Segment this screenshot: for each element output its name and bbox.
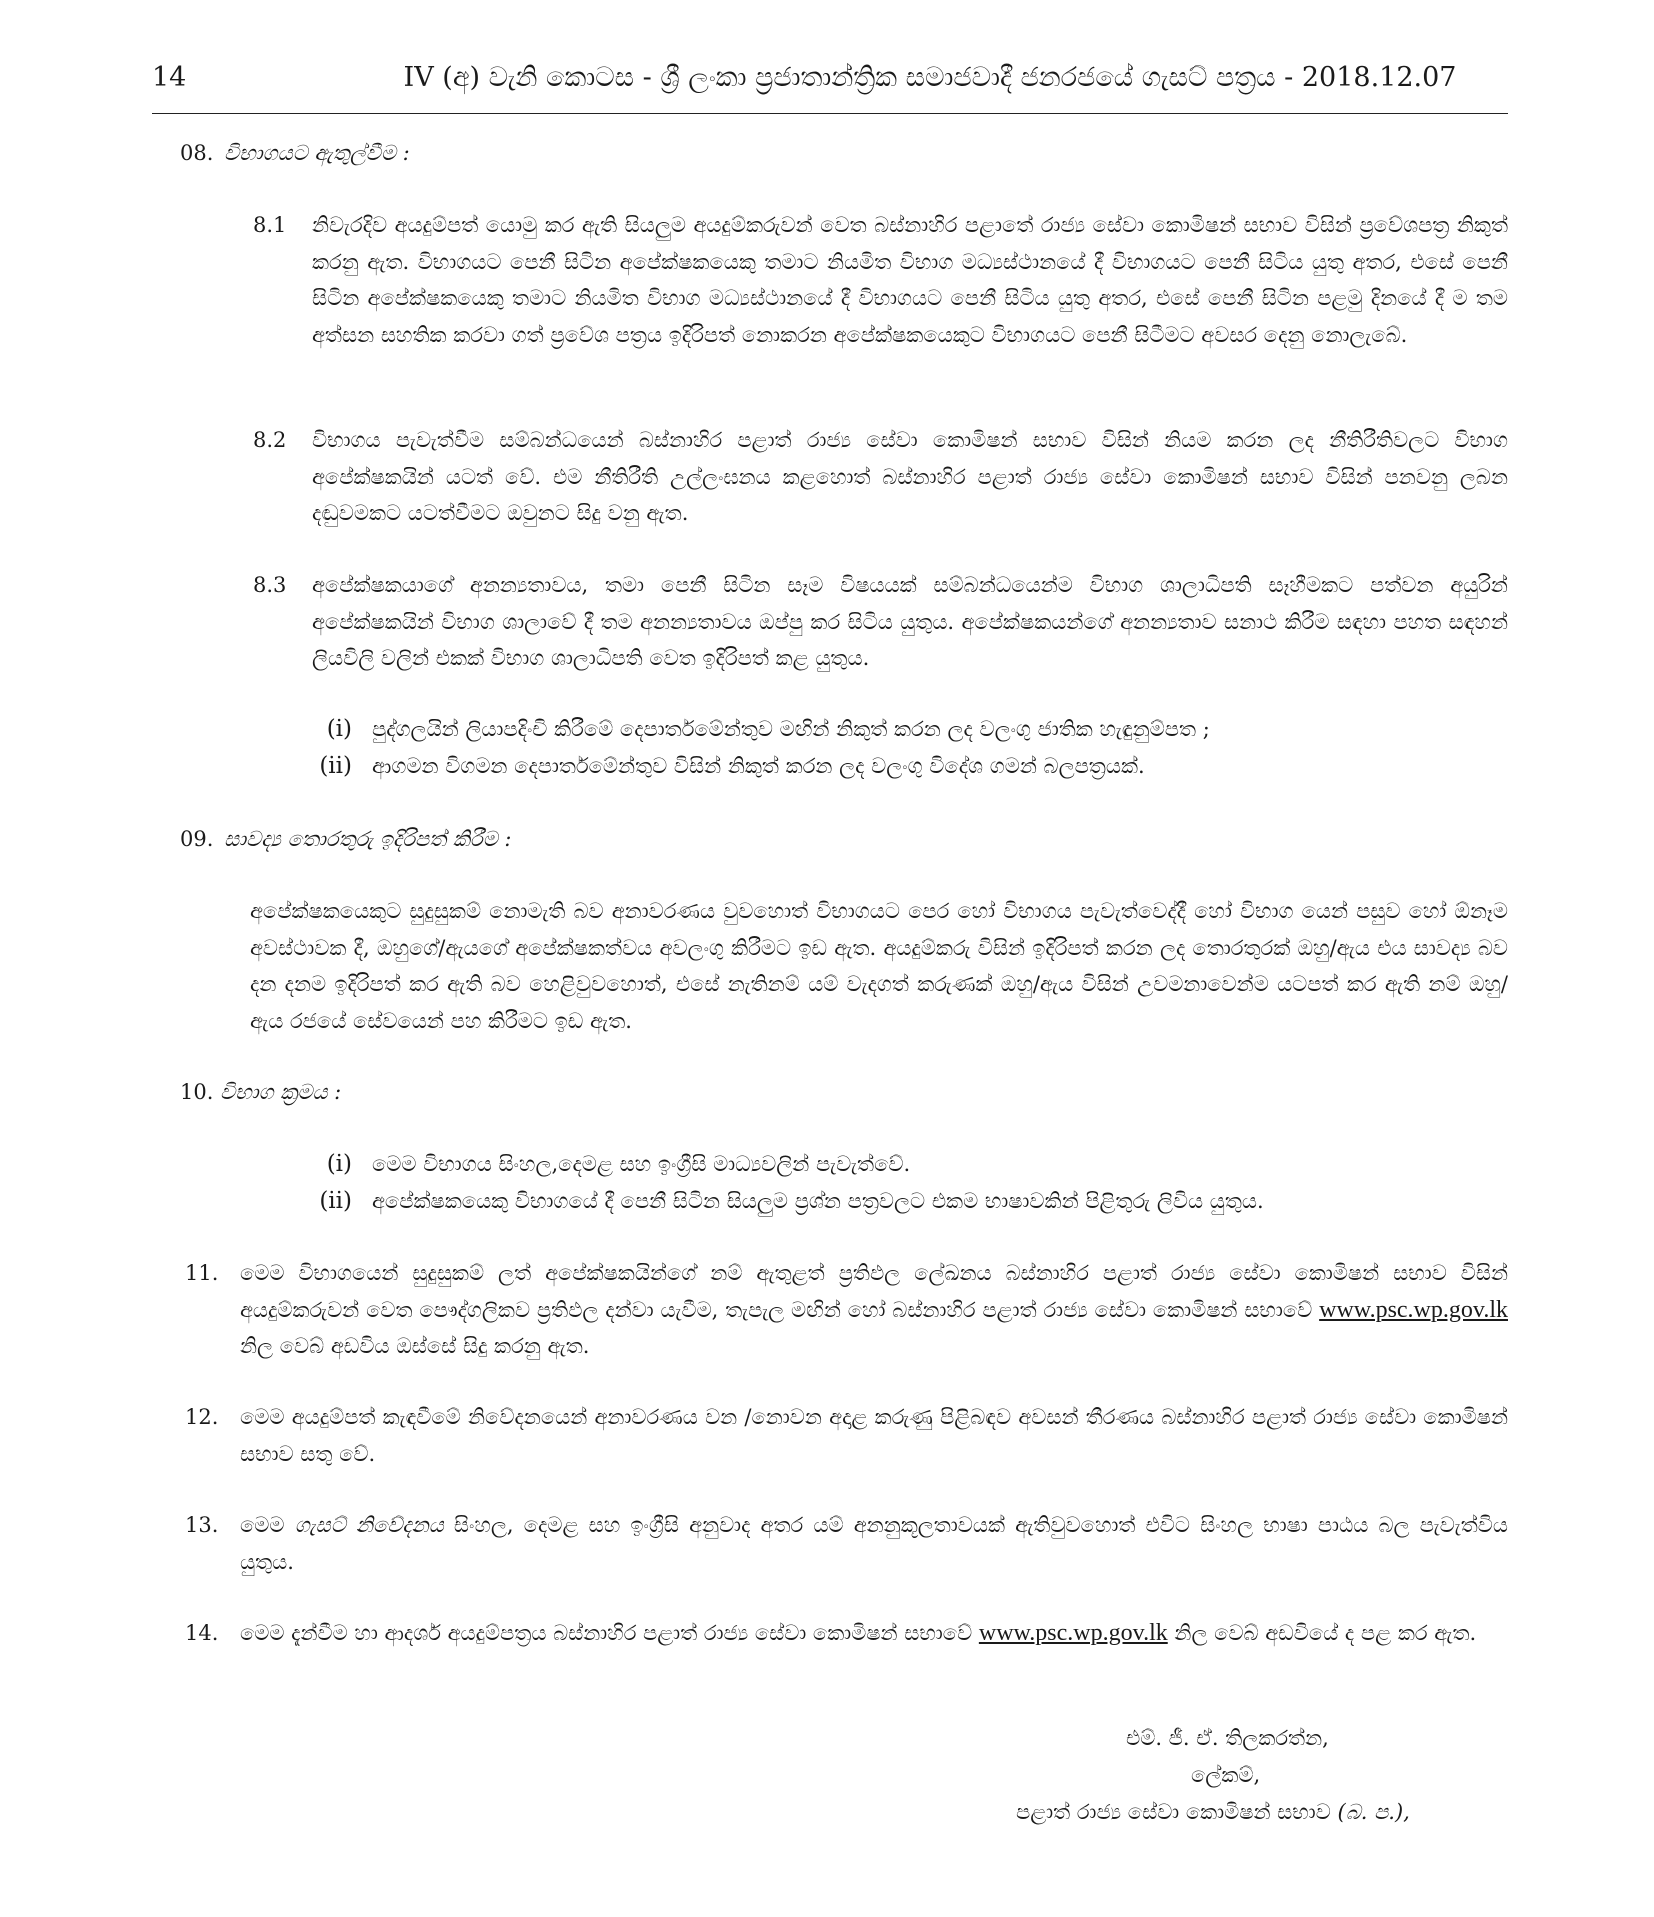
sublist-item: අපේක්ෂකයෙකු විභාගයේ දී පෙනී සිටින සියලුම ප්‍රශ්න පත්‍රවලට එකම භාෂාවකින් පිළිතුරු ලිවිය යුතුය. [372, 1189, 1264, 1213]
section-text-09: අපේක්ෂකයෙකුට සුදුසුකම් නොමැති බව අනාවරණය වුවහොත් විභාගයට පෙර හෝ විභාගය පැවැත්වෙද්දී හෝ විභාග යෙන් පසුව හෝ ඕනෑම අවස්ථාවක දී, ඔහුගේ/ඇයගේ අපේක්ෂකත්වය අවලංගු කිරීමට ඉඩ ඇත. අයදුම්කරු විසින් ඉදිරිපත් කරන ලද තොරතුරක් ඔහු/ඇය එය සාවද්‍ය බව දන දනම ඉදිරිපත් කර ඇති බව හෙළිවුවහොත්, එසේ නැතිනම් යම් වැදගත් කරුණක් ඔහු/ඇය විසින් උවමනාවෙන්ම යටපත් කර ඇති නම් ඔහු/ඇය රජයේ සේවයෙන් පහ කිරීමට ඉඩ ඇත. [250, 899, 1508, 1033]
sublist-item: මෙම විභාගය සිංහල,දෙමළ සහ ඉංග්‍රීසි මාධ්‍යවලින් පැවැත්වේ. [372, 1152, 911, 1176]
section-text-13 [240, 1507, 1508, 1580]
header-title: IV (අ) වැනි කොටස - ශ්‍රී ලංකා ප්‍රජාතාන්ත්‍රික සමාජවාදී ජනරජයේ ගැසට් පත්‍රය - 2018.12.07 [403, 62, 1457, 93]
sublist-numeral: (ii) [319, 1188, 352, 1214]
item-text-8-3: අපේක්ෂකයාගේ අනන්‍යතාවය, තමා පෙනී සිටින සෑම විෂයයක් සම්බන්ධයෙන්ම විභාග ශාලාධිපති සෑහීමකට පත්වන අයුරින් අපේක්ෂකයින් විභාග ශාලාවේ දී තම අනන්‍යතාවය ඔප්පු කර සිටිය යුතුය. අපේක්ෂකයන්ගේ අනන්‍යතාව සනාථ කිරීම සඳහා පහත සඳහන් ලියවිලි වලින් එකක් විභාග ශාලාධිපති වෙත ඉදිරිපත් කළ යුතුය. [312, 573, 1508, 670]
section-text-12: මෙම අයදුම්පත් කැඳවීමේ නිවේදනයෙන් අනාවරණය වන /නොවන අදාළ කරුණු පිළිබඳව අවසන් තීරණය බස්නාහිර පළාත් රාජ්‍ය සේවා කොමිෂන් සභාව සතු වේ. [240, 1405, 1508, 1466]
sublist-numeral: (i) [326, 1151, 352, 1177]
section-text-11 [240, 1255, 1508, 1365]
section-text-11-body: මෙම විභාගයෙන් සුදුසුකම් ලත් අපේක්ෂකයින්ගේ නම් ඇතුළත් ප්‍රතිඵල ලේඛනය බස්නාහිර පළාත් රාජ්‍ය සේවා කොමිෂන් සභාව විසින් අයදුම්කරුවන් වෙත පෞද්ගලිකව ප්‍රතිඵල දන්වා යැවීම, තැපැල මඟින් හෝ බස්නාහිර පළාත් රාජ්‍ය සේවා කොමිෂන් සභාවේ [240, 1261, 1508, 1322]
sublist-numeral: (ii) [319, 753, 352, 779]
signatory-title: ලේකම්, [1191, 1763, 1261, 1787]
section-text-13-lead: මෙම [240, 1513, 295, 1537]
section-text-14-tail: නිල වෙබ් අඩවියේ ද පළ කර ඇත. [1167, 1621, 1477, 1645]
section-text-11-tail: නිල වෙබ් අඩවිය ඔස්සේ සිදු කරනු ඇත. [240, 1334, 590, 1358]
section-heading-08: විභාගයට ඇතුල්වීම : [224, 141, 410, 165]
section-number-13: 13. [185, 1513, 219, 1537]
psc-website-link[interactable]: www.psc.wp.gov.lk [1319, 1296, 1508, 1323]
section-heading-10: විභාග ක්‍රමය : [220, 1080, 342, 1104]
item-text-8-2: විභාගය පැවැත්වීම සම්බන්ධයෙන් බස්නාහිර පළාත් රාජ්‍ය සේවා කොමිෂන් සභාව විසින් නියම කරන ලද නීතිරීතිවලට විභාග අපේක්ෂකයින් යටත් වේ. එම නීතිරීති උල්ලංඝනය කළහොත් බස්නාහිර පළාත් රාජ්‍ය සේවා කොමිෂන් සභාව විසින් පනවනු ලබන දඬුවමකට යටත්වීමට ඔවුනට සිදු වනු ඇත. [312, 428, 1508, 525]
signatory-organization [1016, 1794, 1410, 1830]
section-heading-09: සාවද්‍ය තොරතුරු ඉදිරිපත් කිරීම : [224, 827, 512, 851]
sublist-item: ආගමන විගමන දෙපාර්තමේන්තුව විසින් නිකුත් කරන ලද වලංගු විදේශ ගමන් බලපත්‍රයක්. [372, 754, 1145, 778]
psc-website-link[interactable]: www.psc.wp.gov.lk [978, 1620, 1168, 1646]
gazette-notice-term: ගැසට් නිවේදනය [294, 1513, 444, 1537]
signatory-organization-suffix: (බ. ප.), [1337, 1800, 1410, 1824]
item-text-8-1: නිවැරදිව අයදුම්පත් යොමු කර ඇති සියලුම අයදුම්කරුවන් වෙත බස්නාහිර පළාතේ රාජ්‍ය සේවා කොමිෂන් සභාව විසින් ප්‍රවේශපත්‍ර නිකුත් කරනු ඇත. විභාගයට පෙනී සිටින අපේක්ෂකයෙකු තමාට නියමිත විභාග මධ්‍යස්ථානයේ දී විභාගයට පෙනී සිටිය යුතු අතර, එසේ පෙනී සිටින අපේක්ෂකයෙකු තමාට නියමිත විභාග මධ්‍යස්ථානයේ දී විභාගයට පෙනී සිටිය යුතු අතර, එසේ පෙනී සිටින පළමු දිනයේ දී ම තම අත්සන සහතික කරවා ගත් ප්‍රවේශ පත්‍රය ඉදිරිපත් නොකරන අපේක්ෂකයෙකුට විභාගයට පෙනී සිටීමට අවසර දෙනු නොලැබේ. [312, 213, 1508, 347]
page-number: 14 [152, 62, 187, 93]
item-number-8-2: 8.2 [253, 428, 287, 452]
signatory-organization-name: පළාත් රාජ්‍ය සේවා කොමිෂන් සභාව [1016, 1800, 1338, 1824]
section-number-14: 14. [185, 1621, 219, 1645]
signatory-name: එම්. ජී. ඒ. තිලකරත්න, [1126, 1726, 1329, 1750]
sublist-numeral: (i) [326, 716, 352, 742]
header-rule [152, 113, 1508, 114]
item-number-8-1: 8.1 [253, 213, 287, 237]
section-text-14 [240, 1615, 1508, 1652]
section-number-11: 11. [185, 1261, 219, 1285]
section-text-13-body: සිංහල, දෙමළ සහ ඉංග්‍රීසි අනුවාද අතර යම් අනනුකූලතාවයක් ඇතිවුවහොත් එවිට සිංහල භාෂා පාඨය බල පැවැත්විය යුතුය. [240, 1513, 1508, 1574]
sublist-item: පුද්ගලයින් ලියාපදිංචි කිරීමේ දෙපාර්තමේන්තුව මඟින් නිකුත් කරන ලද වලංගු ජාතික හැඳුනුම්පත ; [372, 717, 1210, 741]
section-number-10: 10. [180, 1080, 214, 1104]
section-number-12: 12. [185, 1405, 219, 1429]
page-header [152, 62, 1508, 110]
section-number-09: 09. [180, 827, 214, 851]
section-number-08: 08. [180, 141, 214, 165]
item-number-8-3: 8.3 [253, 573, 287, 597]
section-text-14-body: මෙම දැන්වීම හා ආදර්ශ අයදුම්පත්‍රය බස්නාහිර පළාත් රාජ්‍ය සේවා කොමිෂන් සභාවේ [240, 1621, 979, 1645]
